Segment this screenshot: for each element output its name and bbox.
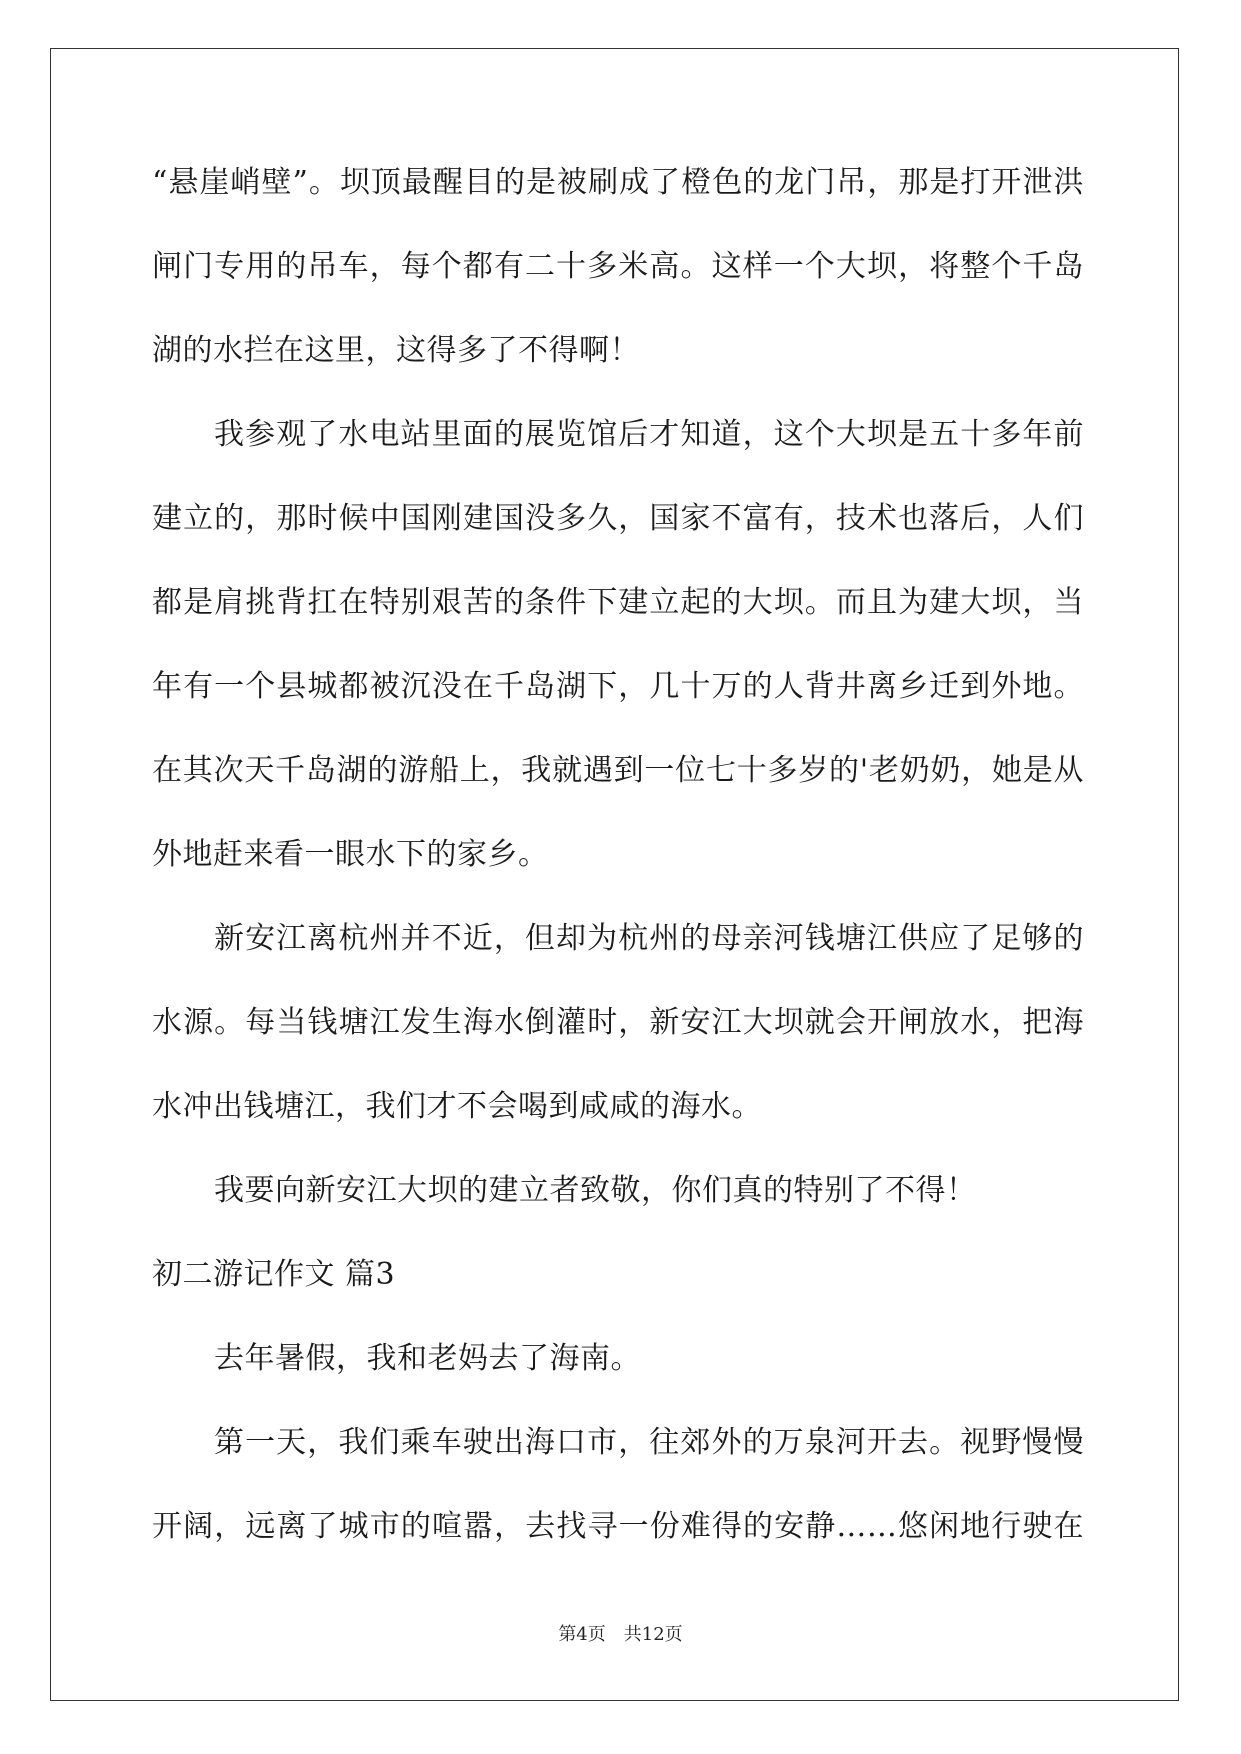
section-heading: 初二游记作文 篇3 bbox=[152, 1257, 396, 1292]
text-line: 在其次天千岛湖的游船上，我就遇到一位七十多岁的'老奶奶，她是从 bbox=[152, 753, 1084, 788]
page-number-footer: 第4页 共12页 bbox=[558, 1624, 683, 1645]
text-line: 建立的，那时候中国刚建国没多久，国家不富有，技术也落后，人们 bbox=[152, 501, 1084, 536]
text-line: 年有一个县城都被沉没在千岛湖下，几十万的人背井离乡迁到外地。 bbox=[152, 669, 1084, 704]
paragraph-start-line: 我参观了水电站里面的展览馆后才知道，这个大坝是五十多年前 bbox=[214, 417, 1084, 452]
text-line: 都是肩挑背扛在特别艰苦的条件下建立起的大坝。而且为建大坝，当 bbox=[152, 585, 1084, 620]
text-line: 湖的水拦在这里，这得多了不得啊！ bbox=[152, 333, 640, 368]
paragraph-start-line: 新安江离杭州并不近，但却为杭州的母亲河钱塘江供应了足够的 bbox=[214, 921, 1084, 956]
text-line: 水冲出钱塘江，我们才不会喝到咸咸的海水。 bbox=[152, 1089, 762, 1124]
text-line: 闸门专用的吊车，每个都有二十多米高。这样一个大坝，将整个千岛 bbox=[152, 249, 1084, 284]
document-body bbox=[152, 158, 1084, 1586]
text-line: 开阔，远离了城市的喧嚣，去找寻一份难得的安静……悠闲地行驶在 bbox=[152, 1509, 1084, 1544]
text-line: “悬崖峭壁”。坝顶最醒目的是被刷成了橙色的龙门吊，那是打开泄洪 bbox=[152, 165, 1084, 200]
text-line: 水源。每当钱塘江发生海水倒灌时，新安江大坝就会开闸放水，把海 bbox=[152, 1005, 1084, 1040]
paragraph-start-line: 第一天，我们乘车驶出海口市，往郊外的万泉河开去。视野慢慢 bbox=[214, 1425, 1084, 1460]
text-line: 外地赶来看一眼水下的家乡。 bbox=[152, 837, 549, 872]
paragraph-start-line: 我要向新安江大坝的建立者致敬，你们真的特别了不得！ bbox=[214, 1173, 977, 1208]
paragraph-start-line: 去年暑假，我和老妈去了海南。 bbox=[214, 1341, 641, 1376]
